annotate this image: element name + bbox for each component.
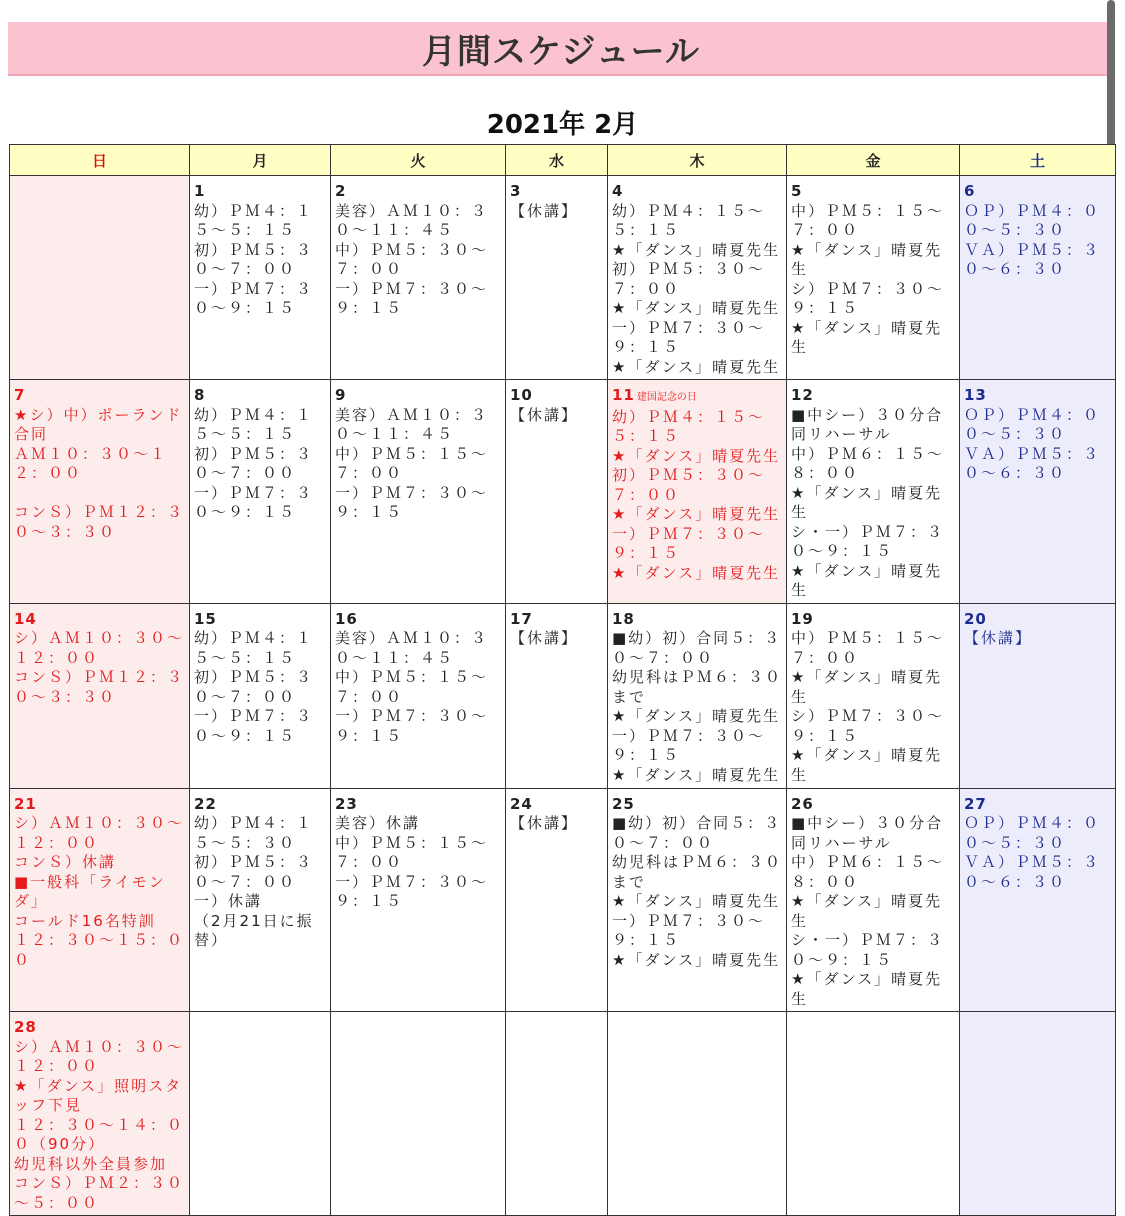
schedule-entry: コンＳ）ＰＭ１２：３０～３：３０: [14, 503, 185, 541]
schedule-entry: ＶＡ）ＰＭ５：３０～６：３０: [964, 853, 1101, 891]
day-number: [510, 795, 603, 815]
day-number-text: 15: [194, 609, 217, 628]
day-number-text: 7: [14, 386, 26, 404]
calendar-day-cell: [608, 603, 787, 788]
schedule-entry: シ）ＡＭ１０：３０～１２：００: [14, 1037, 185, 1075]
calendar-day-cell: [331, 603, 506, 788]
schedule-entry: ★「ダンス」晴夏先生: [791, 970, 943, 1008]
schedule-entry: ＯＰ）ＰＭ４：００～５：３０: [964, 201, 1101, 239]
schedule-entry: ＶＡ）ＰＭ５：３０～６：３０: [964, 444, 1101, 482]
schedule-entry: ★「ダンス」晴夏先生: [791, 892, 943, 930]
weekday-sat: 土: [960, 145, 1116, 176]
weekday-fri: 金: [787, 145, 960, 176]
schedule-entry: 中）ＰＭ５：１５～７：００: [335, 444, 489, 482]
schedule-entry: 美容）ＡＭ１０：３０～１１：４５: [335, 201, 489, 239]
schedule-entry: 【休講】: [510, 629, 579, 647]
schedule-entry: 一）ＰＭ７：３０～９：１５: [612, 318, 766, 356]
schedule-entry: 幼）ＰＭ４：１５～５：１５: [612, 407, 766, 445]
schedule-entry: ★「ダンス」晴夏先生: [791, 483, 943, 521]
schedule-entry: 幼児科以外全員参加: [14, 1154, 168, 1173]
day-number: [791, 386, 955, 406]
schedule-entry: ★「ダンス」晴夏先生: [612, 950, 781, 969]
calendar-day-cell: [787, 176, 960, 380]
day-number-text: 3: [510, 182, 522, 200]
schedule-entry: ★「ダンス」晴夏先生: [612, 563, 781, 582]
day-number-text: 4: [612, 182, 624, 200]
weekday-tue: 火: [331, 145, 506, 176]
weekday-wed: 水: [506, 145, 608, 176]
schedule-entry: （2月21日に振替）: [194, 911, 314, 949]
schedule-entry: ＯＰ）ＰＭ４：００～５：３０: [964, 405, 1101, 443]
calendar-day-cell: [190, 788, 331, 1012]
schedule-entry: コールド16名特訓: [14, 911, 156, 930]
schedule-entry: 初）ＰＭ５：３０～７：００: [194, 240, 314, 278]
day-number-text: 11: [612, 386, 635, 404]
calendar-day-cell: [506, 380, 608, 604]
schedule-entry: 【休講】: [510, 201, 579, 220]
calendar-day-cell: [787, 603, 960, 788]
calendar-empty-cell: [787, 1012, 960, 1216]
schedule-entry: 幼児科はＰＭ６：３０まで: [612, 668, 783, 706]
weekday-thu: 木: [608, 145, 787, 176]
week-row: [10, 176, 1116, 380]
schedule-entry: 中）ＰＭ６：１５～８：００: [791, 444, 945, 482]
schedule-entry: 一）ＰＭ７：３０～９：１５: [612, 726, 766, 764]
schedule-entry: シ・一）ＰＭ７：３０～９：１５: [791, 931, 945, 969]
calendar-day-cell: [787, 788, 960, 1012]
day-number: [612, 386, 782, 408]
day-number-text: 10: [510, 386, 533, 404]
schedule-entry: 中）ＰＭ５：１５～７：００: [791, 629, 945, 667]
day-number-text: 18: [612, 609, 635, 628]
day-number: [14, 386, 185, 406]
day-number: [510, 182, 603, 202]
day-number: [612, 182, 782, 202]
calendar-empty-cell: [960, 1012, 1116, 1216]
schedule-entry: ■一般科「ライモンダ」: [14, 872, 166, 910]
schedule-entry: コンＳ）休講: [14, 853, 117, 871]
schedule-entry: １２：３０～１４：００（90分）: [14, 1115, 185, 1153]
schedule-entry: 美容）ＡＭ１０：３０～１１：４５: [335, 405, 489, 443]
day-number: [335, 182, 501, 202]
schedule-entry: ★「ダンス」晴夏先生: [612, 505, 781, 523]
day-number: [964, 182, 1111, 202]
schedule-entry: ★「ダンス」晴夏先生: [612, 240, 781, 259]
day-number: [335, 386, 501, 406]
schedule-entry: 一）ＰＭ７：３０～９：１５: [335, 707, 489, 745]
schedule-entry: 一）ＰＭ７：３０～９：１５: [335, 483, 489, 521]
calendar-day-cell: [960, 603, 1116, 788]
schedule-entry: 初）ＰＭ５：３０～７：００: [194, 444, 314, 482]
day-number: [194, 386, 326, 406]
day-number-text: 20: [964, 609, 987, 628]
schedule-entry: ★「ダンス」晴夏先生: [791, 240, 943, 278]
calendar-empty-cell: [506, 1012, 608, 1216]
schedule-entry: 一）ＰＭ７：３０～９：１５: [335, 872, 489, 910]
day-number: [612, 795, 782, 815]
week-row: [10, 380, 1116, 604]
schedule-entry: ★「ダンス」晴夏先生: [612, 446, 781, 465]
schedule-entry: 初）ＰＭ５：３０～７：００: [194, 853, 314, 891]
schedule-entry: 【休講】: [964, 629, 1033, 647]
calendar-day-cell: [960, 176, 1116, 380]
calendar-day-cell: [190, 380, 331, 604]
schedule-entry: 幼）ＰＭ４：１５～５：１５: [612, 201, 766, 239]
schedule-entry: ■幼）初）合同５：３０～７：００: [612, 629, 782, 667]
week-row: [10, 603, 1116, 788]
day-number-text: 26: [791, 794, 814, 813]
day-number-text: 19: [791, 609, 814, 628]
schedule-entry: ★「ダンス」晴夏先生: [612, 357, 781, 376]
day-number-text: 2: [335, 182, 347, 200]
schedule-entry: シ）ＡＭ１０：３０～１２：００: [14, 814, 185, 852]
holiday-name: 建国記念の日: [636, 392, 697, 403]
schedule-entry: ■中シー）３０分合同リハーサル: [791, 405, 944, 443]
day-number: [194, 610, 326, 630]
day-number: [964, 795, 1111, 815]
calendar-day-cell: [10, 603, 190, 788]
schedule-entry: コンＳ）ＰＭ２：３０～５：００: [14, 1174, 185, 1212]
day-number-text: 24: [510, 794, 533, 813]
day-number: [335, 610, 501, 630]
day-number-text: 6: [964, 182, 976, 200]
day-number: [612, 610, 782, 630]
schedule-entry: ★「ダンス」晴夏先生: [791, 746, 943, 784]
schedule-entry: 中）ＰＭ５：１５～７：００: [791, 201, 945, 239]
day-number-text: 16: [335, 609, 358, 628]
calendar-day-cell: [10, 788, 190, 1012]
schedule-entry: ★「ダンス」晴夏先生: [612, 765, 781, 784]
calendar-empty-cell: [608, 1012, 787, 1216]
calendar-empty-cell: [331, 1012, 506, 1216]
calendar-day-cell: [331, 788, 506, 1012]
schedule-entry: ★「ダンス」晴夏先生: [791, 318, 943, 356]
day-number-text: 27: [964, 794, 987, 813]
day-number-text: 5: [791, 182, 803, 200]
schedule-entry: シ）ＰＭ７：３０～９：１５: [791, 279, 945, 317]
day-number-text: 22: [194, 794, 217, 813]
calendar-empty-cell: [10, 176, 190, 380]
schedule-entry: ★「ダンス」晴夏先生: [791, 668, 943, 706]
schedule-entry: 一）休講: [194, 892, 263, 910]
page-title-banner: [8, 22, 1114, 76]
schedule-entry: ＶＡ）ＰＭ５：３０～６：３０: [964, 240, 1101, 278]
schedule-entry: ★「ダンス」晴夏先生: [612, 892, 781, 910]
calendar-day-cell: [506, 603, 608, 788]
day-number-text: 14: [14, 609, 37, 628]
weekday-mon: 月: [190, 145, 331, 176]
schedule-entry: ★「ダンス」晴夏先生: [612, 707, 781, 725]
schedule-entry: [14, 484, 185, 504]
weekday-header-row: [10, 145, 1116, 176]
calendar-day-cell: [506, 788, 608, 1012]
calendar-table: [9, 144, 1116, 1216]
day-number: [335, 795, 501, 815]
schedule-entry: 美容）休講: [335, 814, 421, 832]
calendar-day-cell: [190, 176, 331, 380]
schedule-entry: 一）ＰＭ７：３０～９：１５: [335, 279, 489, 317]
schedule-entry: 幼）ＰＭ４：１５～５：３０: [194, 814, 314, 852]
schedule-entry: 【休講】: [510, 405, 579, 424]
schedule-entry: 中）ＰＭ５：１５～７：００: [335, 833, 489, 871]
day-number: [14, 610, 185, 630]
day-number-text: 12: [791, 386, 814, 404]
schedule-entry: 中）ＰＭ５：１５～７：００: [335, 668, 489, 706]
day-number-text: 1: [194, 182, 206, 200]
schedule-entry: 初）ＰＭ５：３０～７：００: [194, 668, 314, 706]
schedule-entry: 一）ＰＭ７：３０～９：１５: [612, 911, 766, 949]
calendar-day-cell: [331, 380, 506, 604]
schedule-entry: 中）ＰＭ５：３０～７：００: [335, 240, 489, 278]
week-row: [10, 1012, 1116, 1216]
calendar-day-cell: [960, 380, 1116, 604]
calendar-day-cell: [608, 176, 787, 380]
schedule-entry: 【休講】: [510, 814, 579, 832]
calendar-day-cell: [960, 788, 1116, 1012]
schedule-entry: １２：３０～１５：００: [14, 931, 185, 969]
day-number-text: 17: [510, 609, 533, 628]
schedule-entry: 一）ＰＭ７：３０～９：１５: [612, 524, 766, 562]
day-number-text: 23: [335, 794, 358, 813]
day-number: [194, 795, 326, 815]
schedule-entry: 美容）ＡＭ１０：３０～１１：４５: [335, 629, 489, 667]
day-number: [194, 182, 326, 202]
schedule-entry: 初）ＰＭ５：３０～７：００: [612, 466, 766, 504]
calendar-day-cell: [190, 603, 331, 788]
calendar-day-cell: [608, 788, 787, 1012]
day-number: [964, 610, 1111, 630]
schedule-entry: ＡＭ１０：３０～１２：００: [14, 444, 168, 482]
schedule-entry: シ・一）ＰＭ７：３０～９：１５: [791, 522, 945, 560]
weekday-sun: 日: [10, 145, 190, 176]
schedule-entry: 一）ＰＭ７：３０～９：１５: [194, 483, 314, 521]
schedule-entry: 初）ＰＭ５：３０～７：００: [612, 260, 766, 298]
day-number-text: 25: [612, 794, 635, 813]
schedule-entry: コンＳ）ＰＭ１２：３０～３：３０: [14, 668, 185, 706]
calendar-day-cell: [331, 176, 506, 380]
calendar-empty-cell: [190, 1012, 331, 1216]
day-number: [510, 610, 603, 630]
calendar-day-cell: [506, 176, 608, 380]
schedule-entry: 一）ＰＭ７：３０～９：１５: [194, 279, 314, 317]
month-title: 2021年 2月: [486, 110, 639, 140]
schedule-entry: ★シ）中）ポーランド合同: [14, 405, 183, 443]
schedule-entry: ★「ダンス」晴夏先生: [791, 561, 943, 599]
day-number: [510, 386, 603, 406]
schedule-entry: ★「ダンス」照明スタッフ下見: [14, 1076, 183, 1114]
day-number-text: 13: [964, 386, 987, 404]
calendar-day-cell: [608, 380, 787, 604]
schedule-entry: シ）ＡＭ１０：３０～１２：００: [14, 629, 185, 667]
day-number: [964, 386, 1111, 406]
schedule-entry: 幼児科はＰＭ６：３０まで: [612, 853, 783, 891]
day-number-text: 21: [14, 794, 37, 813]
day-number-text: 8: [194, 386, 206, 404]
day-number: [791, 795, 955, 815]
schedule-entry: 幼）ＰＭ４：１５～５：１５: [194, 629, 314, 667]
schedule-entry: 中）ＰＭ６：１５～８：００: [791, 853, 945, 891]
week-row: [10, 788, 1116, 1012]
day-number-text: 9: [335, 386, 347, 404]
day-number: [791, 182, 955, 202]
day-number: [14, 1018, 185, 1038]
schedule-entry: 一）ＰＭ７：３０～９：１５: [194, 707, 314, 745]
calendar-day-cell: [787, 380, 960, 604]
schedule-entry: ■中シー）３０分合同リハーサル: [791, 814, 944, 852]
day-number: [791, 610, 955, 630]
calendar-day-cell: [10, 380, 190, 604]
calendar-day-cell: [10, 1012, 190, 1216]
schedule-entry: ■幼）初）合同５：３０～７：００: [612, 814, 782, 852]
page-title: 月間スケジュール: [422, 31, 700, 72]
day-number-text: 28: [14, 1018, 37, 1036]
schedule-entry: 幼）ＰＭ４：１５～５：１５: [194, 405, 314, 443]
schedule-entry: ★「ダンス」晴夏先生: [612, 299, 781, 317]
day-number: [14, 795, 185, 815]
schedule-entry: ＯＰ）ＰＭ４：００～５：３０: [964, 814, 1101, 852]
schedule-entry: 幼）ＰＭ４：１５～５：１５: [194, 201, 314, 239]
schedule-entry: シ）ＰＭ７：３０～９：１５: [791, 707, 945, 745]
